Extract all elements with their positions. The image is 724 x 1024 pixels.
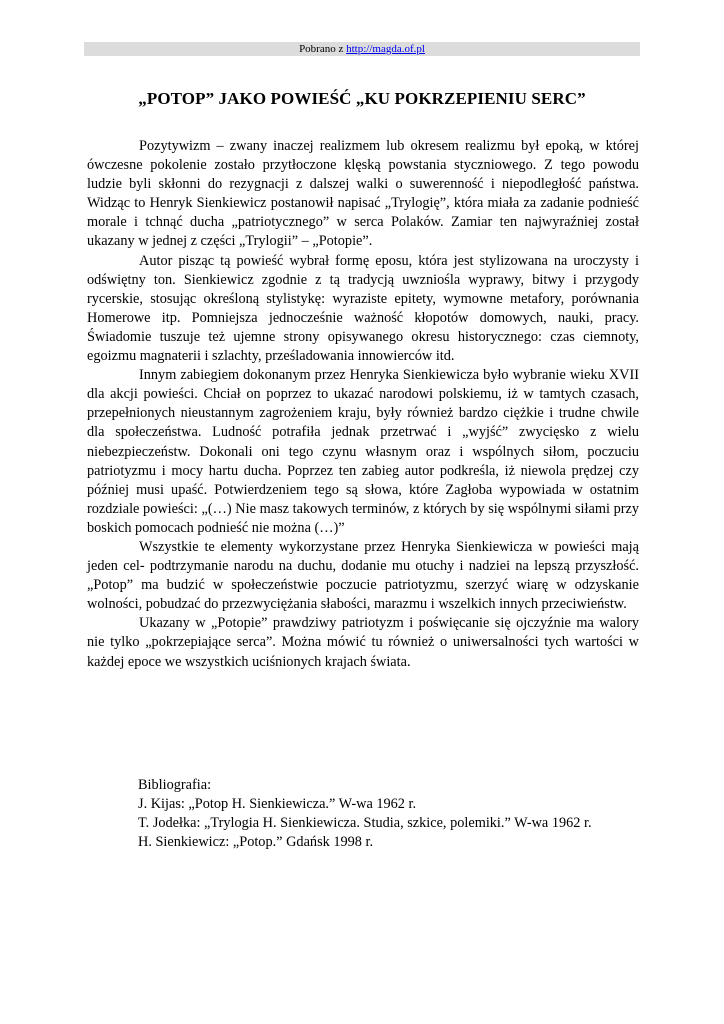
document-body	[87, 137, 639, 672]
download-source-header	[84, 42, 640, 56]
bibliography-entry: T. Jodełka: „Trylogia H. Sienkiewicza. Studia, szkice, polemiki.” W-wa 1962 r.	[138, 815, 592, 832]
bibliography-entry: H. Sienkiewicz: „Potop.” Gdańsk 1998 r.	[138, 834, 374, 851]
header-prefix: Pobrano z	[299, 43, 347, 55]
document-title: „POTOP” JAKO POWIEŚĆ „KU POKRZEPIENIU SERC”	[138, 89, 586, 108]
paragraph: Pozytywizm – zwany inaczej realizmem lub okresem realizmu był epoką, w której ówczesne pokolenie zostało przytłoczone klęską powstania styczniowego. Z tego powodu ludzie byli skłonni do rezygnacji z dalszej walki o suwerenność i niepodległość państwa. Widząc to Henryk Sienkiewicz postanowił napisać „Trylogię”, która miała za zadanie podnieść morale i tchnąć ducha „patriotycznego” w serca Polaków. Zamiar ten najwyraźniej został ukazany w jednej z części „Trylogii” – „Potopie”.	[87, 138, 639, 250]
source-link[interactable]: http://magda.of.pl	[346, 43, 425, 55]
paragraph: Wszystkie te elementy wykorzystane przez Henryka Sienkiewicza w powieści mają jeden cel- podtrzymanie narodu na duchu, dodanie mu otuchy i nadziei na lepszą przyszłość. „Potop” ma budzić w społeczeństwie poczucie patriotyzmu, szerzyć wiarę w odzyskanie wolności, pobudzać do przezwyciężania słabości, marazmu i wszelkich innych przeciwieństw.	[87, 538, 639, 613]
paragraph: Innym zabiegiem dokonanym przez Henryka Sienkiewicza było wybranie wieku XVII dla akcji powieści. Chciał on poprzez to ukazać narodowi polskiemu, iż w tamtych czasach, przepełnionych nieustannym zagrożeniem kraju, były również bardzo ciężkie i trudne chwile dla społeczeństwa. Ludność potrafiła jednak przetrwać i „wyjść” zwycięsko z wielu niebezpieczeństw. Dokonali oni tego czynu własnym oraz i wspólnych siłom, poczuciu patriotyzmu i mocy hartu ducha. Poprzez ten zabieg autor podkreśla, iż niewola prędzej czy później musi upaść. Potwierdzeniem tego są słowa, które Zagłoba wypowiada w ostatnim rozdziale powieści: „(…) Nie masz takowych terminów, z których by się wspólnymi siłami przy boskich pomocach podnieść nie można (…)”	[87, 367, 639, 536]
bibliography-heading: Bibliografia:	[138, 777, 212, 793]
bibliography	[138, 776, 638, 852]
bibliography-entry: J. Kijas: „Potop H. Sienkiewicza.” W-wa 1962 r.	[138, 796, 417, 813]
paragraph: Ukazany w „Potopie” prawdziwy patriotyzm i poświęcanie się ojczyźnie ma walory nie tylko „pokrzepiające serca”. Można mówić tu również o uniwersalności tych wartości w każdej epoce we wszystkich uciśnionych krajach świata.	[87, 615, 639, 670]
paragraph: Autor pisząc tą powieść wybrał formę eposu, która jest stylizowana na uroczysty i odświętny ton. Sienkiewicz zgodnie z tą tradycją uwzniośla wyprawy, bitwy i przygody rycerskie, stosując określoną stylistykę: wyraziste epitety, wymowne metafory, porównania Homerowe itp. Pomniejsza jednocześnie ważność kłopotów domowych, nauki, pracy. Świadomie tuszuje też ujemne strony opisywanego okresu historycznego: czas ciemnoty, egoizmu magnaterii i szlachty, prześladowania innowierców itd.	[87, 252, 639, 365]
